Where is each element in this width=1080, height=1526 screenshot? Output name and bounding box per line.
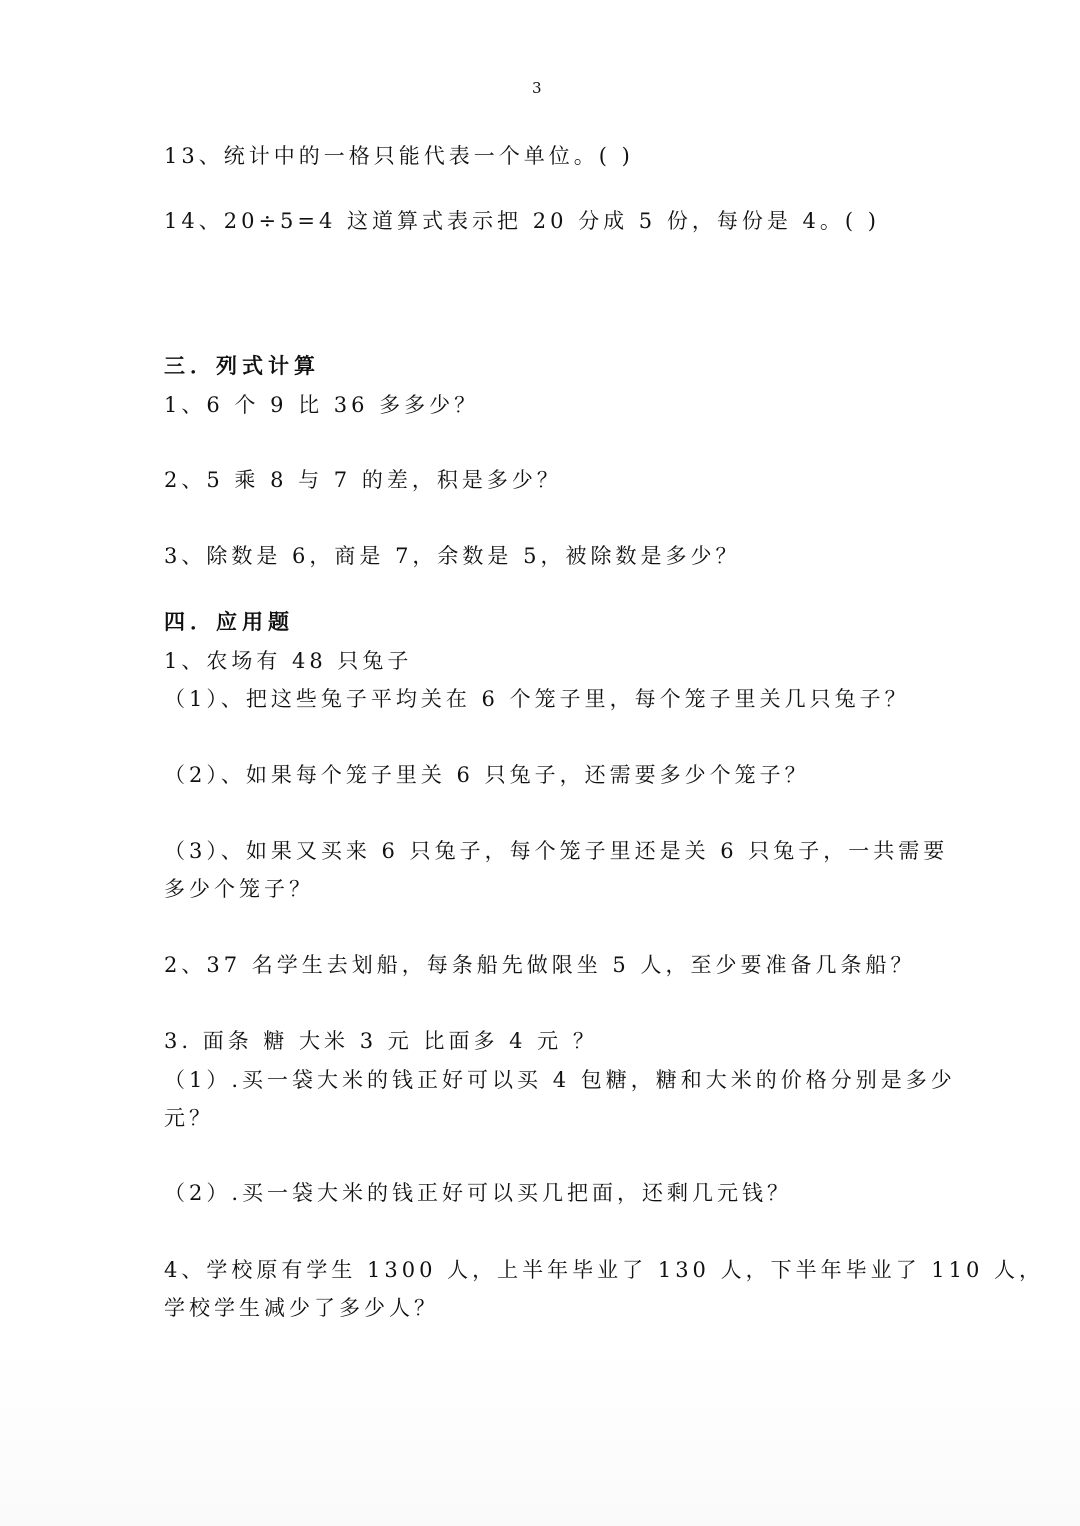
section-3-item-2: 2、5 乘 8 与 7 的差，积是多少？ <box>164 468 562 492</box>
problem-3-question-2: （2）.买一袋大米的钱正好可以买几把面，还剩几元钱？ <box>164 1181 793 1205</box>
question-13: 13、统计中的一格只能代表一个单位。( ) <box>164 144 634 168</box>
problem-1-question-3-line-1: （3）、如果又买来 6 只兔子，每个笼子里还是关 6 只兔子，一共需要 <box>164 839 949 863</box>
problem-1-title: 1、农场有 48 只兔子 <box>164 649 413 673</box>
problem-1-question-3-line-2: 多少个笼子？ <box>164 877 314 901</box>
problem-4-line-2: 学校学生减少了多少人？ <box>164 1296 439 1320</box>
question-14: 14、20÷5=4 这道算式表示把 20 分成 5 份，每份是 4。( ) <box>164 209 880 233</box>
scan-shading <box>0 1346 1080 1526</box>
section-3-title: 三．列式计算 <box>164 354 320 378</box>
section-3-item-3: 3、除数是 6，商是 7，余数是 5，被除数是多少？ <box>164 544 741 568</box>
section-3-item-1: 1、6 个 9 比 36 多多少？ <box>164 393 480 417</box>
problem-2: 2、37 名学生去划船，每条船先做限坐 5 人，至少要准备几条船？ <box>164 953 916 977</box>
problem-1-question-2: （2）、如果每个笼子里关 6 只兔子，还需要多少个笼子？ <box>164 763 810 787</box>
problem-3-title: 3. 面条 糖 大米 3 元 比面多 4 元 ？ <box>164 1029 598 1053</box>
section-4-title: 四．应用题 <box>164 610 294 634</box>
page-number: 3 <box>532 79 542 97</box>
problem-1-question-1: （1）、把这些兔子平均关在 6 个笼子里，每个笼子里关几只兔子？ <box>164 687 910 711</box>
problem-3-question-1-line-1: （1）.买一袋大米的钱正好可以买 4 包糖，糖和大米的价格分别是多少 <box>164 1068 956 1092</box>
problem-4-line-1: 4、学校原有学生 1300 人，上半年毕业了 130 人，下半年毕业了 110 人， <box>164 1258 1045 1282</box>
problem-3-question-1-line-2: 元？ <box>164 1106 214 1130</box>
